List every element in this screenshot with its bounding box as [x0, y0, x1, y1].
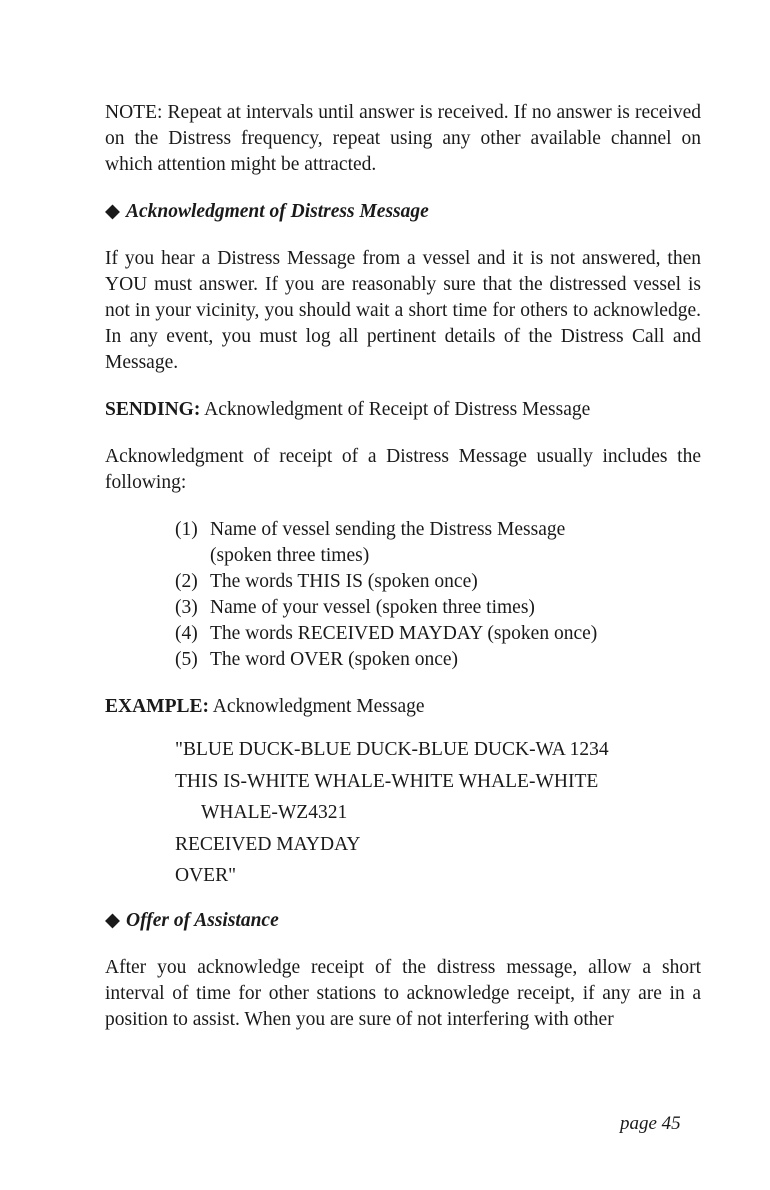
note-paragraph: NOTE: Repeat at intervals until answer is received. If no answer is received on the Distress frequency, repeat using any other available channel on which attention might be attracted.	[105, 102, 701, 175]
diamond-bullet-icon: ◆	[105, 909, 120, 931]
section-heading-acknowledgment	[105, 199, 701, 225]
intro-paragraph: Acknowledgment of receipt of a Distress Message usually includes the following:	[105, 446, 701, 493]
list-item	[175, 517, 701, 569]
example-message-line: OVER"	[175, 865, 237, 886]
section-title: Acknowledgment of Distress Message	[126, 201, 429, 222]
example-text: Acknowledgment Message	[209, 696, 425, 717]
example-line	[105, 694, 701, 720]
document-page	[105, 100, 701, 1033]
example-message-line: THIS IS-WHITE WHALE-WHITE WHALE-WHITE	[175, 770, 599, 792]
list-item	[175, 647, 701, 673]
step-text-continued: (spoken three times)	[210, 545, 370, 566]
step-text: The words THIS IS (spoken once)	[210, 571, 478, 592]
step-number: (4)	[175, 623, 198, 644]
acknowledgment-paragraph: If you hear a Distress Message from a vessel and it is not answered, then YOU must answer. If you are reasonably sure that the distressed vessel is not in your vicinity, you should wait a short time for others to acknowledge. In any event, you must log all pertinent details of the Distress Call and Message.	[105, 248, 701, 373]
step-number: (2)	[175, 571, 198, 592]
example-label: EXAMPLE:	[105, 696, 209, 717]
step-number: (3)	[175, 597, 198, 618]
example-message-line: WHALE-WZ4321	[201, 802, 348, 823]
sending-text: Acknowledgment of Receipt of Distress Message	[200, 399, 591, 420]
example-message-line: "BLUE DUCK-BLUE DUCK-BLUE DUCK-WA 1234	[175, 739, 609, 760]
step-text: The words RECEIVED MAYDAY (spoken once)	[210, 623, 598, 644]
list-item	[175, 621, 701, 647]
page-number: page 45	[620, 1113, 681, 1134]
section-title: Offer of Assistance	[126, 909, 279, 931]
offer-paragraph: After you acknowledge receipt of the distress message, allow a short interval of time for other stations to acknowledge receipt, if any are in a position to assist. When you are sure of not interfering with other	[105, 956, 701, 1030]
section-heading-offer	[105, 908, 701, 934]
steps-list	[105, 517, 701, 673]
example-message-line: RECEIVED MAYDAY	[175, 833, 361, 855]
list-item	[175, 569, 701, 595]
step-number: (1)	[175, 519, 198, 540]
list-item	[175, 595, 701, 621]
sending-line	[105, 397, 701, 423]
step-number: (5)	[175, 649, 198, 670]
sending-label: SENDING:	[105, 399, 201, 420]
step-text: Name of vessel sending the Distress Message	[210, 519, 566, 540]
example-message	[105, 734, 701, 892]
step-text: The word OVER (spoken once)	[210, 649, 459, 670]
step-text: Name of your vessel (spoken three times)	[210, 597, 535, 618]
diamond-bullet-icon: ◆	[105, 201, 120, 222]
